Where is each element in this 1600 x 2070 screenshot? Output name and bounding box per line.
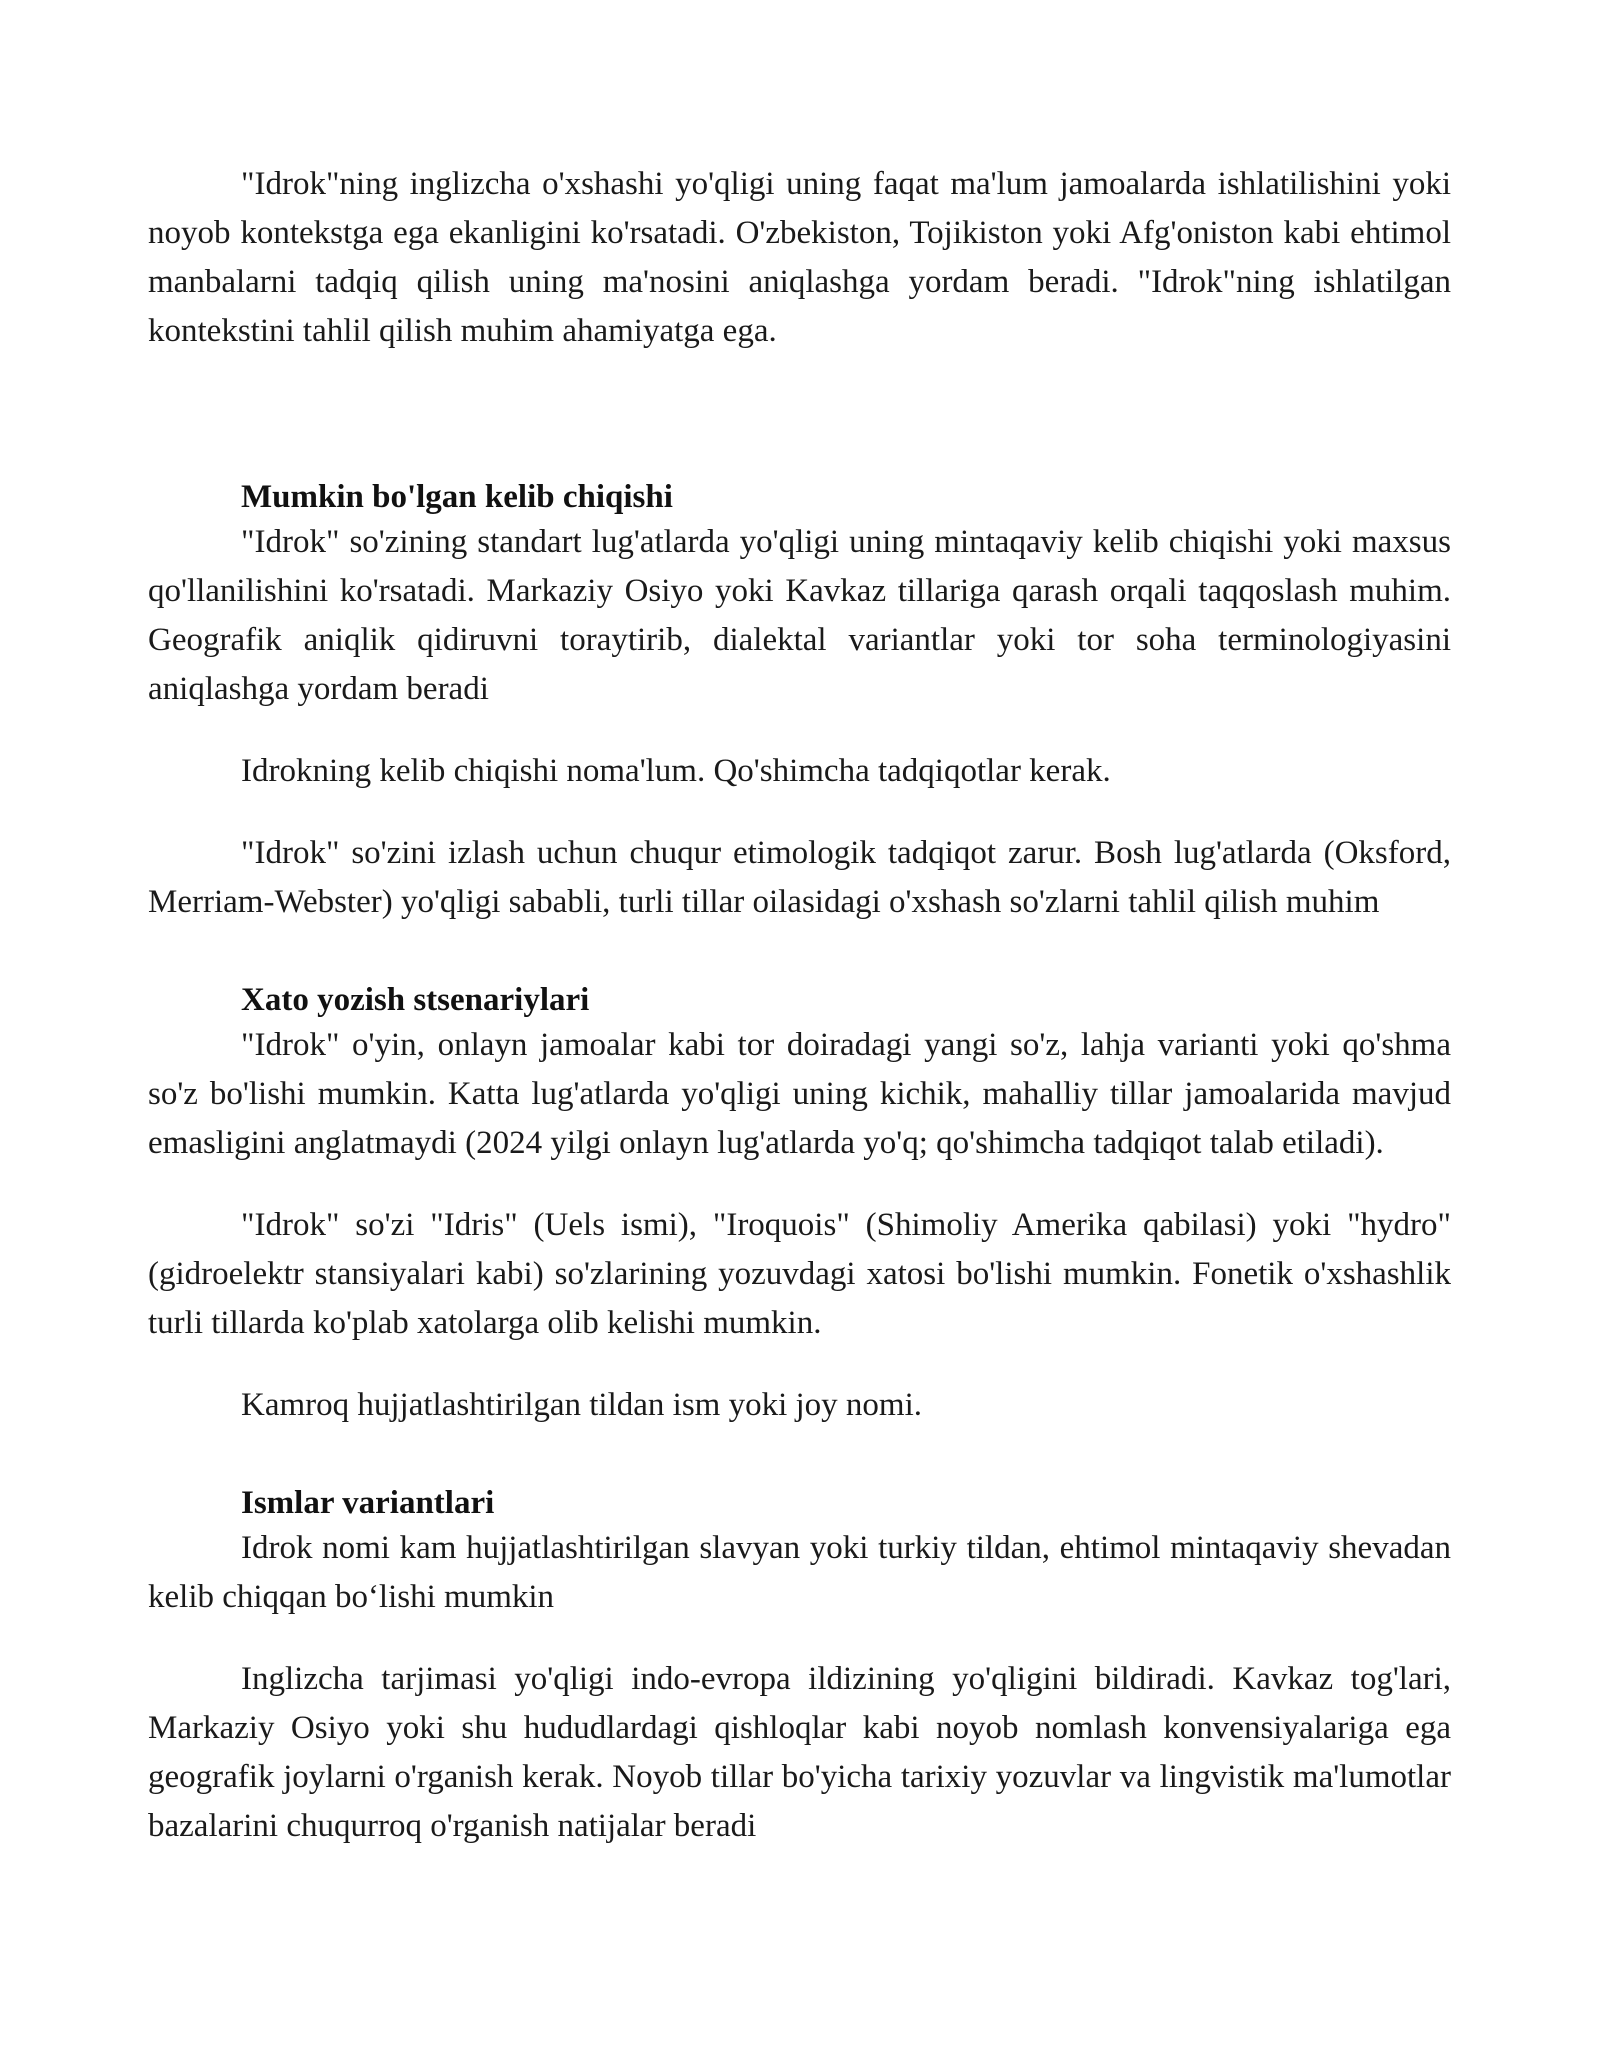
paragraph: Idrokning kelib chiqishi noma'lum. Qo'shimcha tadqiqotlar kerak. xyxy=(241,753,1111,789)
paragraph: "Idrok" so'zini izlash uchun chuqur etimologik tadqiqot zarur. Bosh lug'atlarda (Oksford, Merriam-Webster) yo'qligi sababli, turli tillar oilasidagi o'xshash so'zlarni tahlil qilish muhim xyxy=(148,835,1451,920)
paragraph: Idrok nomi kam hujjatlashtirilgan slavyan yoki turkiy tildan, ehtimol mintaqaviy shevadan kelib chiqqan bo‘lishi mumkin xyxy=(148,1530,1451,1615)
paragraph: Kamroq hujjatlashtirilgan tildan ism yoki joy nomi. xyxy=(241,1387,923,1423)
paragraph-intro: "Idrok"ning inglizcha o'xshashi yo'qligi uning faqat ma'lum jamoalarda ishlatilishini yoki noyob kontekstga ega ekanligini ko'rsatadi. O'zbekiston, Tojikiston yoki Afg'oniston kabi ehtimol manbalarni tadqiq qilish uning ma'nosini aniqlashga yordam beradi. "Idrok"ning ishlatilgan kontekstini tahlil qilish muhim ahamiyatga ega. xyxy=(148,166,1451,349)
document-page xyxy=(148,160,1451,1851)
section-heading-misspelling: Xato yozish stsenariylari xyxy=(241,982,590,1018)
paragraph: "Idrok" o'yin, onlayn jamoalar kabi tor doiradagi yangi so'z, lahja varianti yoki qo'shma so'z bo'lishi mumkin. Katta lug'atlarda yo'qligi uning kichik, mahalliy tillar jamoalarida mavjud emasligini anglatmaydi (2024 yilgi onlayn lug'atlarda yo'q; qo'shimcha tadqiqot talab etiladi). xyxy=(148,1027,1451,1161)
paragraph: "Idrok" so'zi "Idris" (Uels ismi), "Iroquois" (Shimoliy Amerika qabilasi) yoki "hydro" (gidroelektr stansiyalari kabi) so'zlarining yozuvdagi xatosi bo'lishi mumkin. Fonetik o'xshashlik turli tillarda ko'plab xatolarga olib kelishi mumkin. xyxy=(148,1207,1451,1341)
section-heading-name-variants: Ismlar variantlari xyxy=(241,1485,495,1521)
paragraph: "Idrok" so'zining standart lug'atlarda yo'qligi uning mintaqaviy kelib chiqishi yoki maxsus qo'llanilishini ko'rsatadi. Markaziy Osiyo yoki Kavkaz tillariga qarash orqali taqqoslash muhim. Geografik aniqlik qidiruvni toraytirib, dialektal variantlar yoki tor soha terminologiyasini aniqlashga yordam beradi xyxy=(148,524,1451,707)
section-heading-origin: Mumkin bo'lgan kelib chiqishi xyxy=(241,479,673,515)
paragraph: Inglizcha tarjimasi yo'qligi indo-evropa ildizining yo'qligini bildiradi. Kavkaz tog'lari, Markaziy Osiyo yoki shu hududlardagi qishloqlar kabi noyob nomlash konvensiyalariga ega geografik joylarni o'rganish kerak. Noyob tillar bo'yicha tarixiy yozuvlar va lingvistik ma'lumotlar bazalarini chuqurroq o'rganish natijalar beradi xyxy=(148,1661,1451,1844)
